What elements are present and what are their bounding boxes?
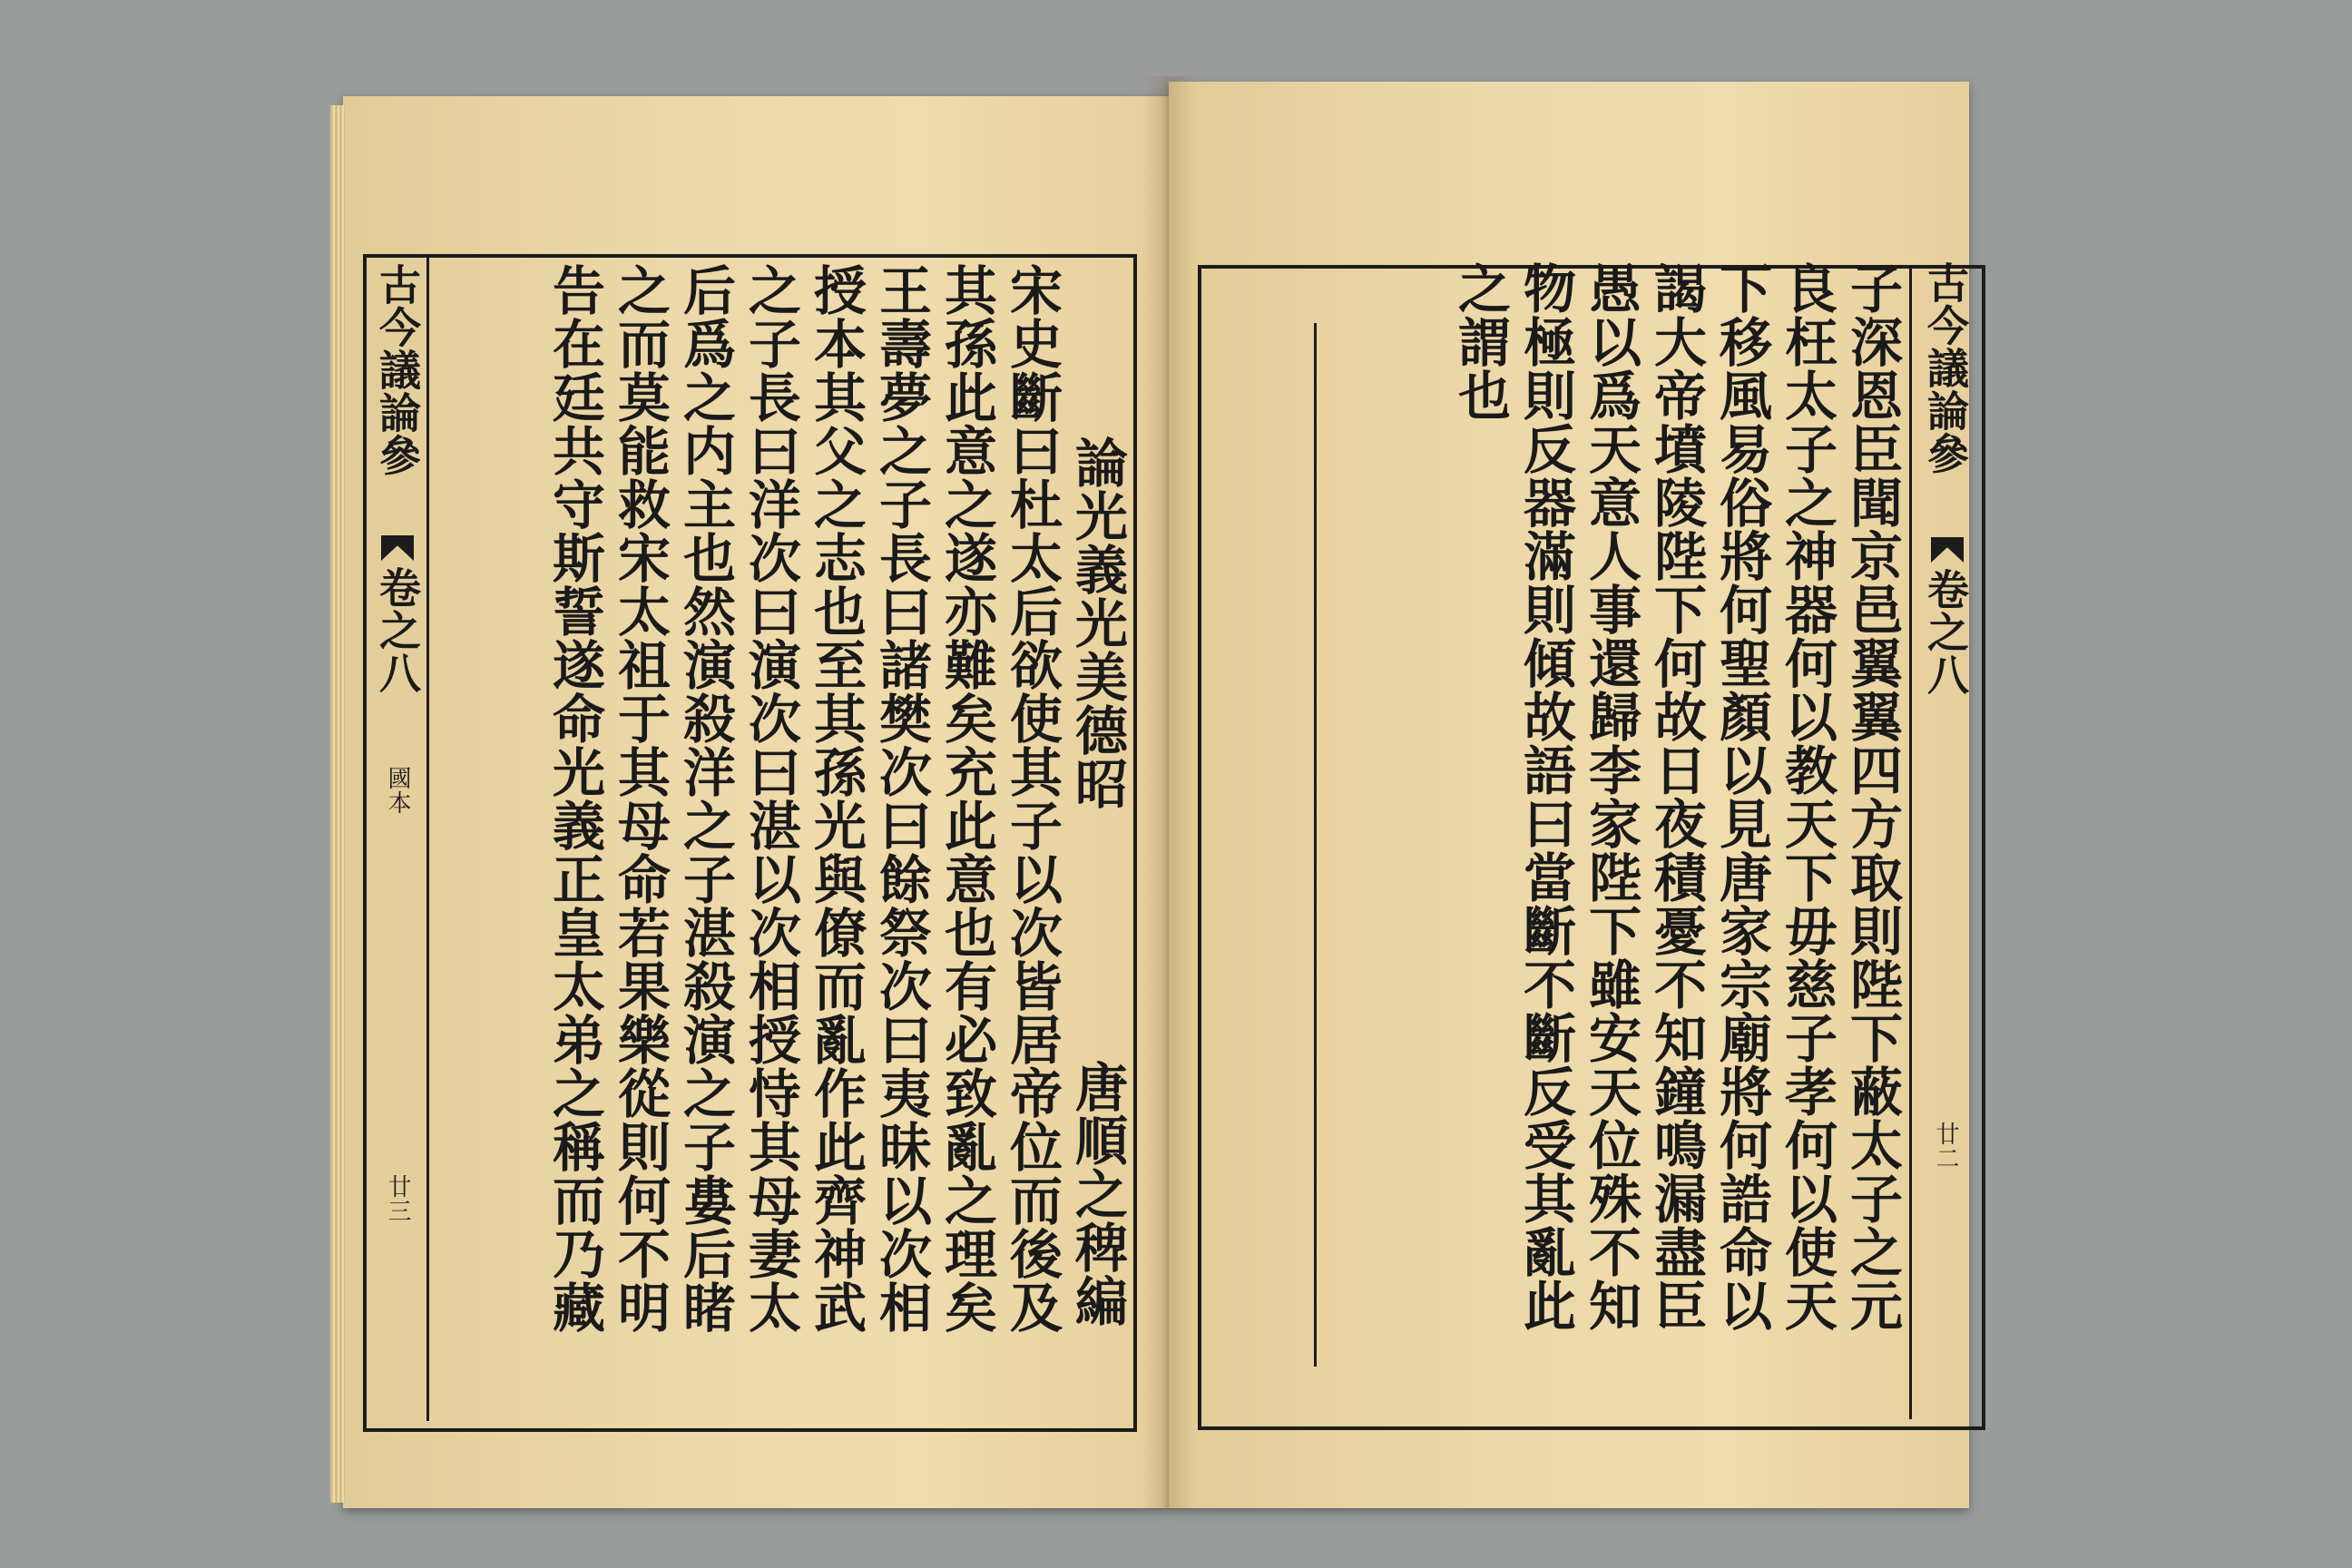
right-col-4: 謁大帝墳陵陛下何故日夜積憂不知鐘鳴漏盡臣 bbox=[1645, 261, 1707, 1332]
right-banxin-border bbox=[1909, 269, 1912, 1419]
right-col-1: 子深恩臣聞京邑翼翼四方取則陛下蔽太子之元 bbox=[1841, 261, 1903, 1332]
right-fishtail-mark bbox=[1931, 537, 1964, 563]
open-book bbox=[343, 76, 1969, 1519]
book-gutter bbox=[1142, 76, 1196, 1510]
left-col-2: 唐順之稗編 bbox=[1066, 1060, 1128, 1328]
right-banxin-volume: 卷之八 bbox=[1921, 568, 1970, 696]
left-banxin-volume: 卷之八 bbox=[373, 566, 422, 694]
right-banxin-folio: 廿二 bbox=[1932, 1122, 1959, 1171]
left-banxin-title: 古今議論參 bbox=[373, 263, 422, 476]
left-col-8: 后爲之内主也然演殺洋之子湛殺演之子婁后睹 bbox=[674, 263, 736, 1334]
right-text-frame bbox=[1198, 261, 1985, 1430]
left-col-1: 論光義光美德昭 bbox=[1066, 436, 1128, 810]
left-col-4: 其孫此意之遂亦難矣充此意也有必致亂之理矣 bbox=[936, 263, 997, 1334]
left-banxin-folio: 廿三 bbox=[384, 1174, 411, 1223]
left-text-frame bbox=[363, 254, 1137, 1432]
left-col-3: 宋史斷曰杜太后欲使其子以次皆居帝位而後及 bbox=[1001, 263, 1063, 1334]
right-col-7: 之謂也 bbox=[1449, 261, 1511, 422]
right-banxin-title: 古今議論參 bbox=[1921, 261, 1970, 475]
right-page-inner-rule bbox=[1314, 323, 1317, 1367]
right-col-3: 下移風易俗將何聖顏以見唐家宗廟將何誥命以 bbox=[1710, 261, 1772, 1332]
left-col-10: 告在廷共守斯誓遂命光義正皇太弟之稱而乃藏 bbox=[544, 263, 605, 1334]
left-col-6: 授本其父之志也至其孫光與僚而亂作此齊神武 bbox=[805, 263, 867, 1334]
right-col-2: 良枉太子之神器何以教天下毋慈子孝何以使天 bbox=[1776, 261, 1838, 1332]
left-col-7: 之子長曰洋次曰演次曰湛以次相授恃其母妻太 bbox=[740, 263, 801, 1334]
left-col-5: 王壽夢之子長曰諸樊次曰餘祭次曰夷昧以次相 bbox=[870, 263, 932, 1334]
left-banxin-border bbox=[426, 258, 429, 1421]
left-banxin-edition: 國本 bbox=[384, 766, 411, 815]
left-fishtail-mark bbox=[381, 535, 414, 561]
right-col-5: 愚以爲天意人事還歸李家陛下雖安天位殊不知 bbox=[1580, 261, 1642, 1332]
left-col-9: 之而莫能救宋太祖于其母命若果樂從則何不明 bbox=[609, 263, 671, 1334]
right-col-6: 物極則反器滿則傾故語曰當斷不斷反受其亂此 bbox=[1514, 261, 1576, 1332]
